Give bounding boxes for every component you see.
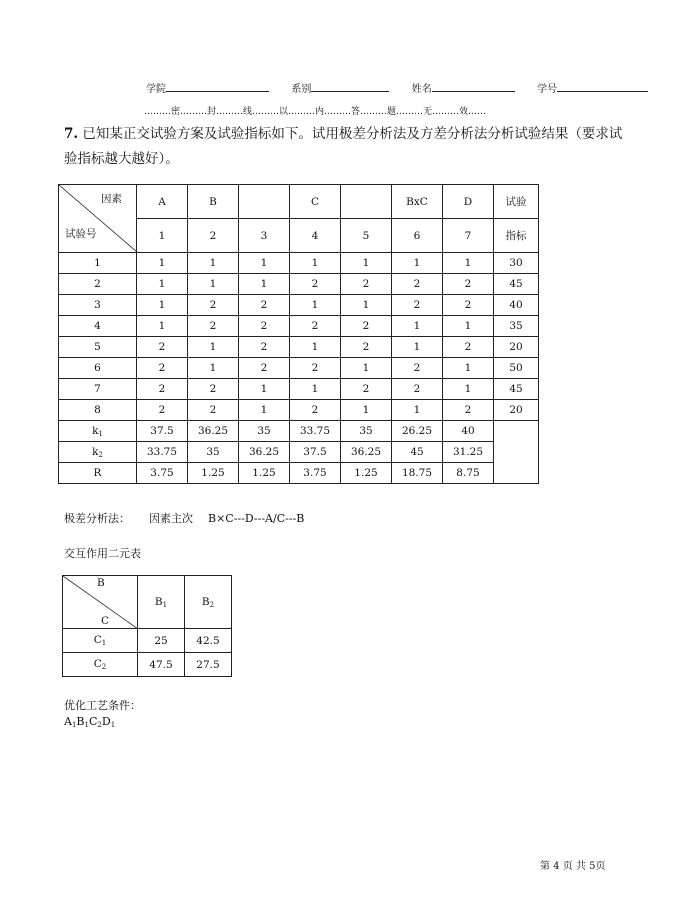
- level-cell: 1: [239, 379, 290, 400]
- trial-number: 2: [59, 274, 137, 295]
- result-cell: 20: [494, 337, 539, 358]
- factor-order-label: 因素主次: [149, 512, 193, 525]
- level-cell: 1: [341, 295, 392, 316]
- level-cell: 1: [392, 253, 443, 274]
- level-cell: 2: [392, 295, 443, 316]
- k2-row: [59, 442, 539, 463]
- level-cell: 2: [188, 316, 239, 337]
- k1-cell: 35: [341, 421, 392, 442]
- result-header: 指标: [494, 219, 539, 253]
- corner-cell: [59, 185, 137, 253]
- range-cell: 1.25: [341, 463, 392, 484]
- range-cell: 8.75: [443, 463, 494, 484]
- factor-header: C: [290, 185, 341, 219]
- column-number: 6: [392, 219, 443, 253]
- level-cell: 2: [137, 400, 188, 421]
- college-field[interactable]: [166, 82, 269, 92]
- trial-row: [59, 274, 539, 295]
- corner-c-label: C: [101, 615, 110, 627]
- factor-header: A: [137, 185, 188, 219]
- level-cell: 1: [392, 337, 443, 358]
- interaction-cell: 47.5: [138, 653, 185, 677]
- result-cell: 40: [494, 295, 539, 316]
- trial-number: 1: [59, 253, 137, 274]
- k2-cell: 36.25: [239, 442, 290, 463]
- result-header: 试验: [494, 185, 539, 219]
- trial-row: [59, 295, 539, 316]
- level-cell: 2: [443, 337, 494, 358]
- trial-row: [59, 400, 539, 421]
- label-student-id: 学号: [537, 84, 558, 95]
- range-cell: 18.75: [392, 463, 443, 484]
- level-cell: 2: [188, 295, 239, 316]
- level-cell: 2: [290, 400, 341, 421]
- range-cell: 3.75: [290, 463, 341, 484]
- corner-trial-label: 试验号: [65, 228, 97, 240]
- level-cell: 1: [341, 358, 392, 379]
- c1-label: $C_1$: [63, 629, 138, 653]
- k1-label: $k_1$: [59, 421, 137, 442]
- range-row: [59, 463, 539, 484]
- level-cell: 1: [392, 316, 443, 337]
- student-id-field[interactable]: [557, 82, 648, 92]
- level-cell: 2: [137, 379, 188, 400]
- level-cell: 2: [188, 400, 239, 421]
- page-number: 第 4 页 共 5页: [540, 861, 606, 872]
- level-cell: 1: [443, 253, 494, 274]
- question-text: [64, 122, 624, 172]
- level-cell: 1: [341, 400, 392, 421]
- level-cell: 1: [137, 274, 188, 295]
- level-cell: 2: [290, 274, 341, 295]
- trial-number: 7: [59, 379, 137, 400]
- column-number: 7: [443, 219, 494, 253]
- range-label: R: [59, 463, 137, 484]
- level-cell: 1: [443, 316, 494, 337]
- corner-factor-label: 因素: [101, 193, 122, 205]
- level-cell: 1: [290, 295, 341, 316]
- corner-b-label: B: [97, 577, 105, 589]
- question-number: 7.: [64, 126, 79, 142]
- level-cell: 1: [443, 379, 494, 400]
- diagonal-line: [59, 185, 137, 252]
- trial-number: 3: [59, 295, 137, 316]
- level-cell: 2: [137, 358, 188, 379]
- label-name: 姓名: [411, 84, 432, 95]
- orthogonal-table: [58, 184, 539, 484]
- result-cell: 30: [494, 253, 539, 274]
- level-cell: 2: [137, 337, 188, 358]
- label-college: 学院: [146, 84, 166, 95]
- level-cell: 2: [239, 337, 290, 358]
- k1-cell: 26.25: [392, 421, 443, 442]
- factor-order: B×C---D---A/C---B: [208, 512, 305, 525]
- level-cell: 1: [290, 253, 341, 274]
- k2-cell: 37.5: [290, 442, 341, 463]
- result-cell: 45: [494, 274, 539, 295]
- column-number: 5: [341, 219, 392, 253]
- level-cell: 2: [341, 274, 392, 295]
- level-cell: 1: [188, 337, 239, 358]
- trial-row: [59, 253, 539, 274]
- trial-row: [59, 337, 539, 358]
- k2-cell: 45: [392, 442, 443, 463]
- level-cell: 1: [443, 358, 494, 379]
- level-cell: 2: [239, 295, 290, 316]
- k2-label: $k_2$: [59, 442, 137, 463]
- level-cell: 2: [392, 358, 443, 379]
- level-cell: 2: [290, 316, 341, 337]
- trial-number: 6: [59, 358, 137, 379]
- k2-cell: 35: [188, 442, 239, 463]
- level-cell: 1: [137, 253, 188, 274]
- interaction-title: 交互作用二元表: [64, 547, 141, 560]
- trial-row: [59, 316, 539, 337]
- level-cell: 2: [290, 358, 341, 379]
- b2-header: $B_2$: [185, 576, 232, 629]
- level-cell: 1: [290, 379, 341, 400]
- k1-cell: 33.75: [290, 421, 341, 442]
- level-cell: 2: [239, 316, 290, 337]
- seal-line: ………密………封………线………以………内………答………题………无………效……: [144, 107, 487, 117]
- result-cell: 45: [494, 379, 539, 400]
- level-cell: 1: [137, 295, 188, 316]
- level-cell: 1: [188, 253, 239, 274]
- interaction-cell: 27.5: [185, 653, 232, 677]
- interaction-corner-cell: [63, 576, 138, 629]
- level-cell: 1: [239, 400, 290, 421]
- factor-header: [341, 185, 392, 219]
- level-cell: 2: [392, 274, 443, 295]
- level-cell: 1: [341, 253, 392, 274]
- level-cell: 1: [239, 253, 290, 274]
- level-cell: 2: [188, 379, 239, 400]
- empty-result-cell: [494, 421, 539, 484]
- interaction-cell: 42.5: [185, 629, 232, 653]
- k1-cell: 35: [239, 421, 290, 442]
- interaction-table: [62, 575, 232, 677]
- level-cell: 1: [188, 358, 239, 379]
- level-cell: 2: [341, 337, 392, 358]
- range-analysis: [64, 510, 304, 526]
- factor-header: BxC: [392, 185, 443, 219]
- column-number: 4: [290, 219, 341, 253]
- result-cell: 20: [494, 400, 539, 421]
- question-body: 已知某正交试验方案及试验指标如下。试用极差分析法及方差分析法分析试验结果（要求试验指标越大越好）。: [64, 126, 623, 167]
- optimal-label: 优化工艺条件：: [64, 699, 141, 712]
- department-field[interactable]: [311, 82, 389, 92]
- k1-cell: 37.5: [137, 421, 188, 442]
- factor-header: D: [443, 185, 494, 219]
- result-cell: 50: [494, 358, 539, 379]
- c2-label: $C_2$: [63, 653, 138, 677]
- level-cell: 2: [341, 316, 392, 337]
- trial-number: 5: [59, 337, 137, 358]
- trial-row: [59, 379, 539, 400]
- level-cell: 2: [239, 358, 290, 379]
- level-cell: 1: [392, 400, 443, 421]
- range-cell: 1.25: [188, 463, 239, 484]
- column-number: 3: [239, 219, 290, 253]
- range-analysis-label: 极差分析法：: [64, 512, 130, 525]
- level-cell: 2: [392, 379, 443, 400]
- k1-cell: 36.25: [188, 421, 239, 442]
- trial-number: 4: [59, 316, 137, 337]
- level-cell: 2: [443, 295, 494, 316]
- interaction-cell: 25: [138, 629, 185, 653]
- level-cell: 1: [188, 274, 239, 295]
- k1-cell: 40: [443, 421, 494, 442]
- k2-cell: 31.25: [443, 442, 494, 463]
- level-cell: 2: [341, 379, 392, 400]
- optimal-condition: $A_1B_1C_2D_1$: [64, 715, 116, 729]
- level-cell: 1: [137, 316, 188, 337]
- level-cell: 2: [443, 400, 494, 421]
- exam-header: [146, 80, 648, 95]
- trial-number: 8: [59, 400, 137, 421]
- level-cell: 1: [239, 274, 290, 295]
- factor-header: [239, 185, 290, 219]
- column-number: 1: [137, 219, 188, 253]
- level-cell: 2: [443, 274, 494, 295]
- range-cell: 1.25: [239, 463, 290, 484]
- trial-row: [59, 358, 539, 379]
- factor-header: B: [188, 185, 239, 219]
- result-cell: 35: [494, 316, 539, 337]
- k1-row: [59, 421, 539, 442]
- k2-cell: 33.75: [137, 442, 188, 463]
- column-number: 2: [188, 219, 239, 253]
- level-cell: 1: [290, 337, 341, 358]
- k2-cell: 36.25: [341, 442, 392, 463]
- b1-header: $B_1$: [138, 576, 185, 629]
- label-department: 系别: [291, 84, 312, 95]
- range-cell: 3.75: [137, 463, 188, 484]
- name-field[interactable]: [432, 82, 515, 92]
